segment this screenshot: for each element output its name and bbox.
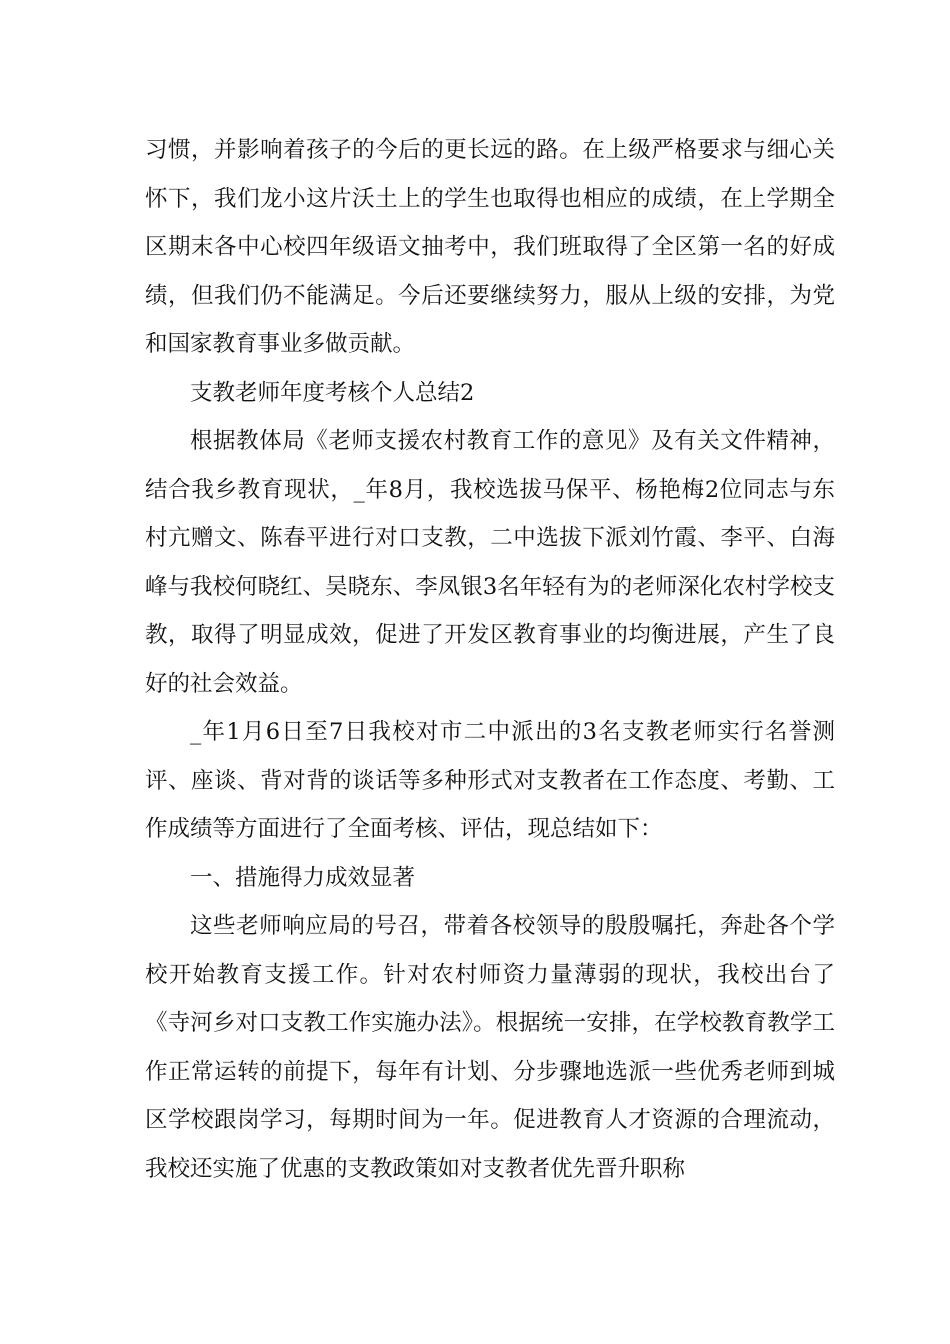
section-heading: 支教老师年度考核个人总结2 [190,379,475,406]
subsection-heading: 一、措施得力成效显著 [190,864,416,891]
paragraph: 这些老师响应局的号召，带着各校领导的殷殷嘱托，奔赴各个学校开始教育支援工作。针对农村师资力量薄弱的现状，我校出台了《寺河乡对口支教工作实施办法》。根据统一安排，在学校教育教学工作正常运转的前提下，每年有计划、分步骤地选派一些优秀老师到城区学校跟岗学习，每期时间为一年。促进教育人才资源的合理流动，我校还实施了优惠的支教政策如对支教者优先晋升职称 [145,913,835,1182]
document-body [145,126,835,1193]
paragraph: _年1月6日至7日我校对市二中派出的3名支教老师实行名誉测评、座谈、背对背的谈话等多种形式对支教者在工作态度、考勤、工作成绩等方面进行了全面考核、评估，现总结如下： [145,719,835,842]
paragraph: 根据教体局《老师支援农村教育工作的意见》及有关文件精神，结合我乡教育现状，_年8月，我校选拔马保平、杨艳梅2位同志与东村亢赠文、陈春平进行对口支教，二中选拔下派刘竹霞、李平、白海峰与我校何晓红、吴晓东、李凤银3名年轻有为的老师深化农村学校支教，取得了明显成效，促进了开发区教育事业的均衡进展，产生了良好的社会效益。 [145,428,835,697]
paragraph-continuation: 习惯，并影响着孩子的今后的更长远的路。在上级严格要求与细心关怀下，我们龙小这片沃土上的学生也取得也相应的成绩，在上学期全区期末各中心校四年级语文抽考中，我们班取得了全区第一名的好成绩，但我们仍不能满足。今后还要继续努力，服从上级的安排，为党和国家教育事业多做贡献。 [145,137,835,357]
